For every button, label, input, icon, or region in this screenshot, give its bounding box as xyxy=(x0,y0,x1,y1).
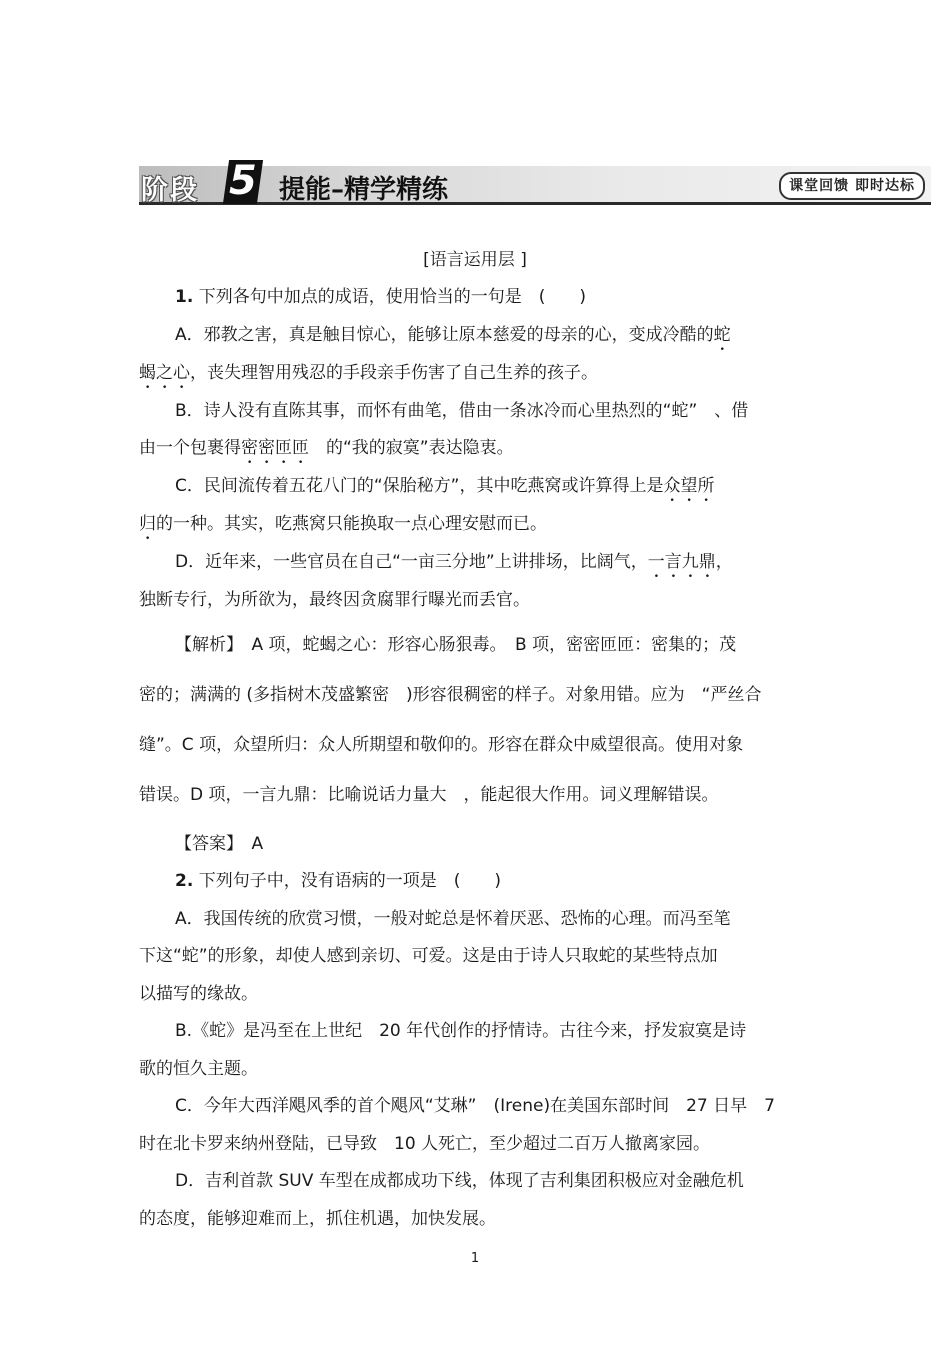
question-2-text: 下列句子中，没有语病的一项是 ( ) xyxy=(198,871,501,891)
analysis-line: 密的；满满的 (多指树木茂盛繁密 )形容很稠密的样子。对象用错。应为 “严丝合 xyxy=(139,684,762,705)
dotted-idiom: 密密匝匝 xyxy=(241,438,309,458)
option-1c-text: C．民间流传着五花八门的“保胎秘方”，其中吃燕窝或许算得上是 xyxy=(175,476,664,496)
option-2d-line: 的态度，能够迎难而上，抓住机遇，加快发展。 xyxy=(139,1208,496,1229)
option-1b-text: 由一个包裹得 xyxy=(139,438,241,458)
section-heading: [语言运用层 ] xyxy=(423,250,527,270)
option-1b-line-2 xyxy=(139,430,811,468)
question-1 xyxy=(139,279,811,620)
question-2 xyxy=(139,863,811,1238)
option-1b-line-1: B．诗人没有直陈其事，而怀有曲笔，借由一条冰冷而心里热烈的“蛇” 、借 xyxy=(175,400,749,421)
banner-tag: 课堂回馈 即时达标 xyxy=(779,172,925,200)
question-2-stem xyxy=(139,863,811,901)
option-2c-line: C．今年大西洋飓风季的首个飓风“艾琳” (Irene)在美国东部时间 27 日早 7 xyxy=(175,1096,775,1116)
analysis-text: A 项，蛇蝎之心：形容心肠狠毒。 B 项，密密匝匝：密集的；茂 xyxy=(251,634,737,655)
question-1-number: 1. xyxy=(175,287,194,307)
option-2d-line: D．吉利首款 SUV 车型在成都成功下线，体现了吉利集团积极应对金融危机 xyxy=(175,1171,744,1191)
option-2a-line: 下这“蛇”的形象，却使人感到亲切、可爱。这是由于诗人只取蛇的某些特点加 xyxy=(139,946,718,966)
stage-banner xyxy=(139,158,931,206)
stage-number: 5 xyxy=(229,158,257,204)
option-1b-text-cont: 的“我的寂寞”表达隐衷。 xyxy=(326,438,514,458)
option-1c-text-cont: 的一种。其实，吃燕窝只能换取一点心理安慰而已。 xyxy=(156,514,547,534)
option-1a-line-2 xyxy=(139,355,811,393)
page-number: 1 xyxy=(470,1251,480,1266)
option-1a-line-1 xyxy=(139,317,811,355)
analysis-line: 错误。D 项，一言九鼎：比喻说话力量大 ，能起很大作用。词义理解错误。 xyxy=(139,784,719,805)
option-1d-punct: ， xyxy=(715,552,733,572)
question-1-stem xyxy=(139,279,811,317)
analysis-line xyxy=(139,620,811,670)
option-2a-line: A．我国传统的欣赏习惯，一般对蛇总是怀着厌恶、恐怖的心理。而冯至笔 xyxy=(175,908,731,929)
analysis-line: 缝”。C 项，众望所归：众人所期望和敬仰的。形容在群众中威望很高。使用对象 xyxy=(139,734,744,755)
option-1c-line-1 xyxy=(139,468,811,506)
dotted-idiom: 蛇 xyxy=(713,324,731,345)
answer-value: A xyxy=(251,833,264,854)
option-1a-text: A．邪教之害，真是触目惊心，能够让原本慈爱的母亲的心，变成冷酷的 xyxy=(175,324,714,345)
analysis-label: 【解析】 xyxy=(175,634,235,655)
question-1-text: 下列各句中加点的成语，使用恰当的一句是 ( ) xyxy=(198,287,586,307)
option-1d-line-2: 独断专行，为所欲为，最终因贪腐罪行曝光而丢官。 xyxy=(139,590,530,610)
option-2b-line: 歌的恒久主题。 xyxy=(139,1058,258,1079)
option-2c-line: 时在北卡罗来纳州登陆，已导致 10 人死亡，至少超过二百万人撤离家园。 xyxy=(139,1133,711,1154)
dotted-idiom: 归 xyxy=(139,514,156,534)
option-2a-line: 以描写的缘故。 xyxy=(139,983,258,1004)
dotted-idiom: 蝎之心 xyxy=(139,362,190,383)
banner-title: 提能–精学精练 xyxy=(279,175,449,205)
document-body xyxy=(139,245,811,1238)
dotted-idiom: 一言九鼎 xyxy=(647,552,716,572)
option-1a-text-cont: ，丧失理智用残忍的手段亲手伤害了自己生养的孩子。 xyxy=(190,362,598,383)
answer-label: 【答案】 xyxy=(175,833,235,854)
option-2b-line: B.《蛇》是冯至在上世纪 20 年代创作的抒情诗。古往今来，抒发寂寞是诗 xyxy=(175,1021,747,1041)
question-2-number: 2. xyxy=(175,871,194,891)
dotted-idiom: 众望所 xyxy=(663,476,715,496)
option-1d-text: D．近年来，一些官员在自己“一亩三分地”上讲排场，比阔气， xyxy=(175,552,648,572)
analysis-block xyxy=(139,620,811,820)
option-1c-line-2 xyxy=(139,506,811,544)
stage-label: 阶段 xyxy=(141,175,199,206)
answer-line xyxy=(139,826,811,864)
banner-underline xyxy=(139,202,931,205)
option-1d-line-1 xyxy=(139,544,811,582)
